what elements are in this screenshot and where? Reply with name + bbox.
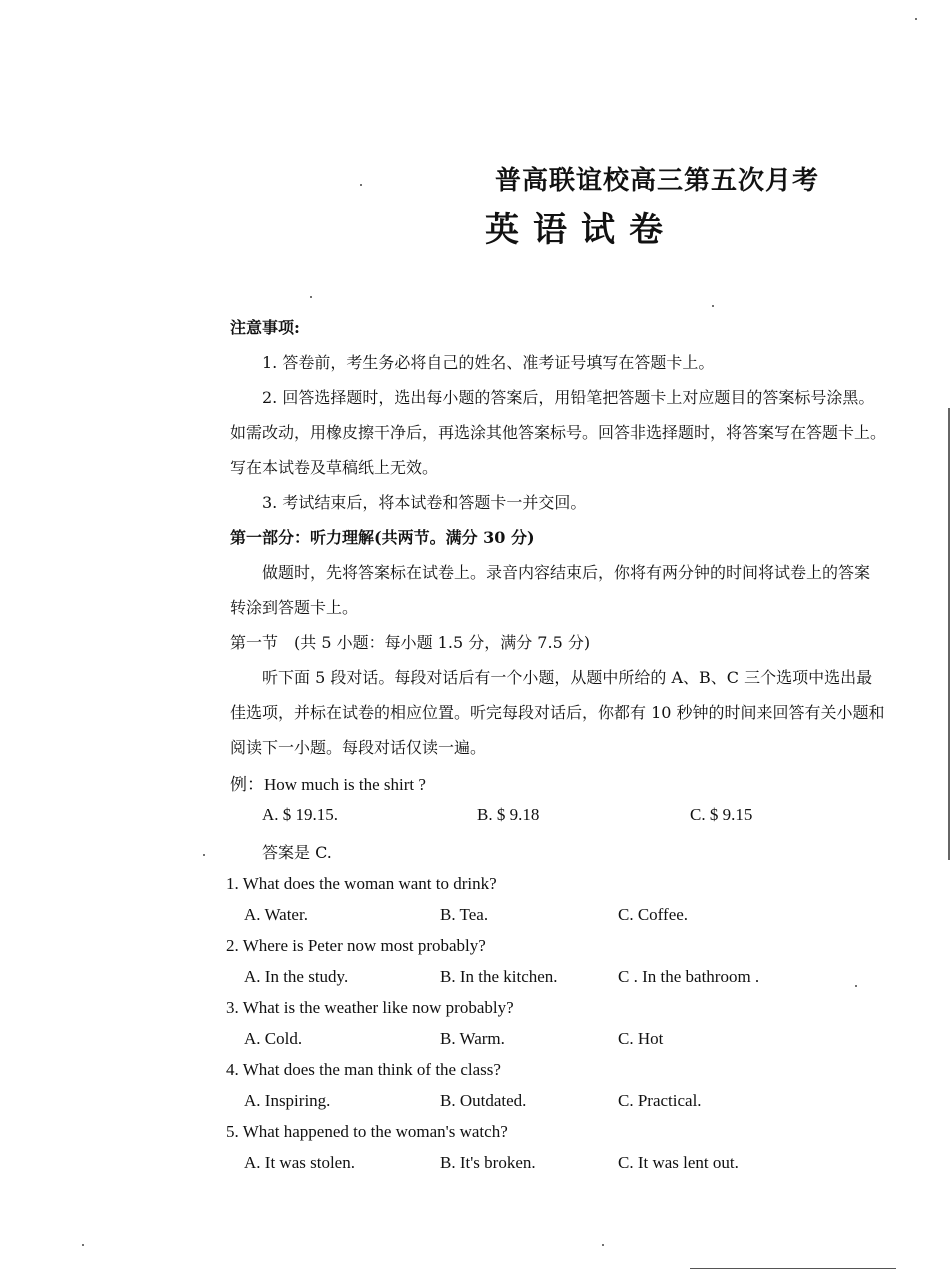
part1-instructions-line1: 做题时，先将答案标在试卷上。录音内容结束后，你将有两分钟的时间将试卷上的答案 bbox=[262, 563, 871, 582]
question-2-option-b: B. In the kitchen. bbox=[440, 967, 558, 986]
question-5-option-c: C. It was lent out. bbox=[618, 1153, 739, 1172]
question-1-option-c: C. Coffee. bbox=[618, 905, 689, 924]
scan-speck bbox=[712, 305, 714, 307]
note-item-2-line2: 如需改动，用橡皮擦干净后，再选涂其他答案标号。回答非选择题时，将答案写在答题卡上。 bbox=[230, 423, 887, 442]
scan-speck bbox=[855, 985, 857, 987]
scan-speck bbox=[310, 296, 312, 298]
question-5-option-b: B. It's broken. bbox=[440, 1153, 536, 1172]
scan-speck bbox=[203, 854, 205, 856]
question-3-option-b: B. Warm. bbox=[440, 1029, 505, 1048]
question-2-option-c: C . In the bathroom . bbox=[618, 967, 760, 986]
question-5-option-a: A. It was stolen. bbox=[244, 1153, 355, 1172]
question-3: 3. What is the weather like now probably? bbox=[226, 998, 514, 1017]
note-item-2-line1: 2. 回答选择题时，选出每小题的答案后，用铅笔把答题卡上对应题目的答案标号涂黑。 bbox=[262, 388, 875, 407]
question-4-option-a: A. Inspiring. bbox=[244, 1091, 331, 1110]
question-3-option-a: A. Cold. bbox=[244, 1029, 303, 1048]
section1-heading: 第一节 (共 5 小题：每小题 1.5 分，满分 7.5 分) bbox=[230, 633, 591, 652]
note-item-3: 3. 考试结束后，将本试卷和答题卡一并交回。 bbox=[262, 493, 587, 512]
section1-instructions-line1: 听下面 5 段对话。每段对话后有一个小题，从题中所给的 A、B、C 三个选项中选出最 bbox=[262, 668, 873, 687]
scan-speck bbox=[360, 184, 362, 186]
question-2: 2. Where is Peter now most probably? bbox=[226, 936, 486, 955]
question-4-option-c: C. Practical. bbox=[618, 1091, 702, 1110]
section1-instructions-line2: 佳选项，并标在试卷的相应位置。听完每段对话后，你都有 10 秒钟的时间来回答有关小题和 bbox=[230, 703, 885, 722]
example-option-c: C. $ 9.15 bbox=[690, 805, 753, 824]
note-item-2-line3: 写在本试卷及草稿纸上无效。 bbox=[230, 458, 439, 477]
subject-title: 英语试卷 bbox=[485, 210, 677, 250]
question-4: 4. What does the man think of the class? bbox=[226, 1060, 501, 1079]
example-question: 例：How much is the shirt ? bbox=[230, 775, 426, 794]
exam-title: 普高联谊校高三第五次月考 bbox=[495, 166, 820, 196]
question-1: 1. What does the woman want to drink? bbox=[226, 874, 497, 893]
question-5: 5. What happened to the woman's watch? bbox=[226, 1122, 508, 1141]
part1-instructions-line2: 转涂到答题卡上。 bbox=[230, 598, 359, 617]
question-1-option-b: B. Tea. bbox=[440, 905, 489, 924]
question-2-option-a: A. In the study. bbox=[244, 967, 349, 986]
example-answer: 答案是 C. bbox=[262, 843, 332, 862]
section1-instructions-line3: 阅读下一小题。每段对话仅读一遍。 bbox=[230, 738, 487, 757]
question-4-option-b: B. Outdated. bbox=[440, 1091, 527, 1110]
example-option-a: A. $ 19.15. bbox=[262, 805, 339, 824]
notes-heading: 注意事项: bbox=[230, 318, 300, 337]
question-3-option-c: C. Hot bbox=[618, 1029, 664, 1048]
example-option-b: B. $ 9.18 bbox=[477, 805, 540, 824]
part1-heading: 第一部分：听力理解(共两节。满分 30 分) bbox=[230, 528, 535, 547]
scan-speck bbox=[602, 1244, 604, 1246]
note-item-1: 1. 答卷前，考生务必将自己的姓名、准考证号填写在答题卡上。 bbox=[262, 353, 715, 372]
question-1-option-a: A. Water. bbox=[244, 905, 308, 924]
scan-speck bbox=[82, 1244, 84, 1246]
scan-bottom-line bbox=[690, 1268, 896, 1269]
scan-speck bbox=[915, 18, 917, 20]
